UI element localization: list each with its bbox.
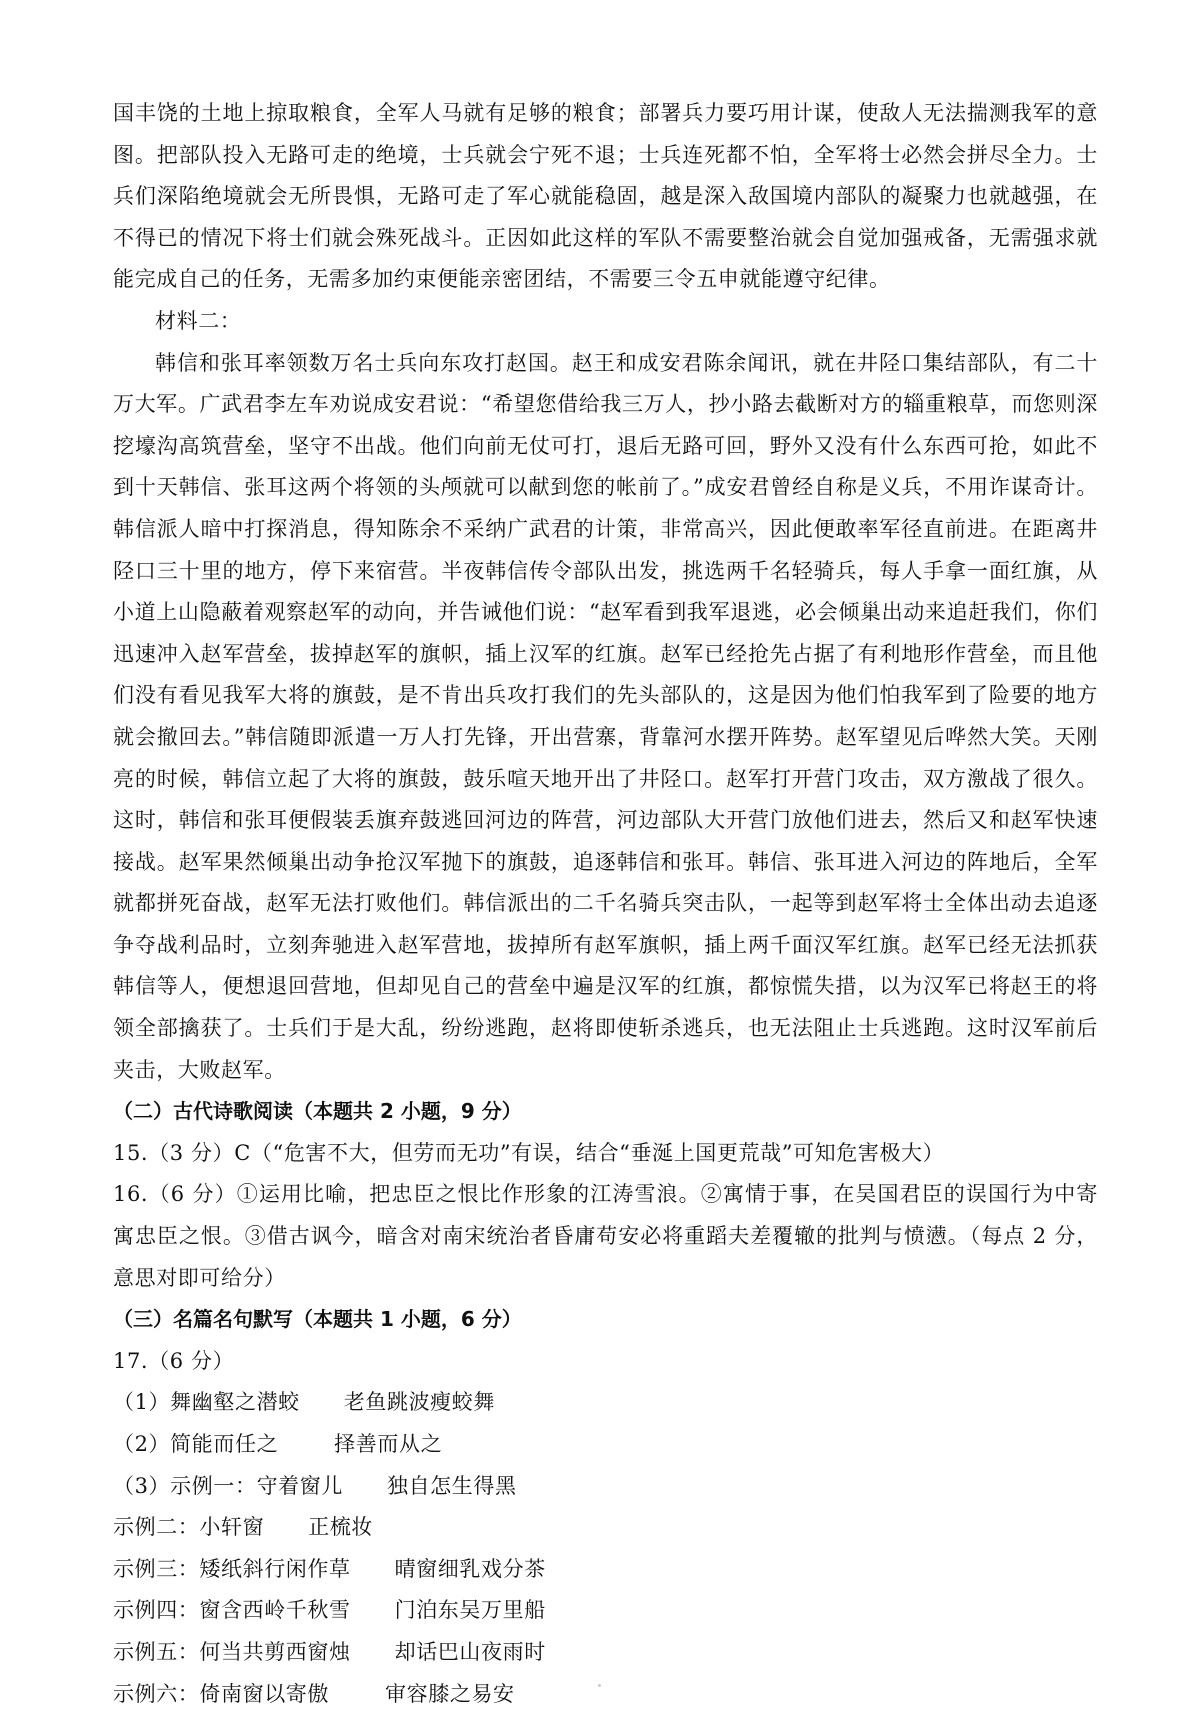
answer-second-half: 独自怎生得黑 [386, 1473, 517, 1498]
example-first-half: 何当共剪西窗烛 [199, 1639, 351, 1664]
example-first-half: 小轩窗 [199, 1515, 265, 1540]
section3-heading: （三）名篇名句默写（本题共 1 小题，6 分） [113, 1307, 522, 1332]
example-line [113, 1507, 1098, 1549]
example-line [113, 1549, 1098, 1591]
answer-label: （1） [113, 1390, 171, 1415]
answer-second-half: 老鱼跳波瘦蛟舞 [343, 1390, 495, 1415]
answer-line [113, 1382, 1098, 1424]
example-line [113, 1632, 1098, 1674]
material2-label: 材料二： [155, 308, 242, 333]
page-footer-mark [598, 1684, 601, 1687]
example-second-half: 门泊东吴万里船 [394, 1598, 546, 1623]
example-label: 示例五： [113, 1639, 200, 1664]
example-second-half: 审容膝之易安 [385, 1681, 515, 1706]
answer-line [113, 1466, 1098, 1508]
answer-label: （2） [113, 1432, 171, 1456]
material2-text: 韩信和张耳率领数万名士兵向东攻打赵国。赵王和成安君陈余闻讯，就在井陉口集结部队，有二十万大军。广武君李左车劝说成安君说：“希望您借给我三万人，抄小路去截断对方的辎重粮草，而您则深挖壕沟高筑营垒，坚守不出战。他们向前无仗可打，退后无路可回，野外又没有什么东西可抢，如此不到十天韩信、张耳这两个将领的头颅就可以献到您的帐前了。”成安君曾经自称是义兵，不用诈谋奇计。韩信派人暗中打探消息，得知陈余不采纳广武君的计策，非常高兴，因此便敢率军径直前进。在距离井陉口三十里的地方，停下来宿营。半夜韩信传令部队出发，挑选两千名轻骑兵，每人手拿一面红旗，从小道上山隐蔽着观察赵军的动向，并告诫他们说：“赵军看到我军退逃，必会倾巢出动来追赶我们，你们迅速冲入赵军营垒，拔掉赵军的旗帜，插上汉军的红旗。赵军已经抢先占据了有利地形作营垒，而且他们没有看见我军大将的旗鼓，是不肯出兵攻打我们的先头部队的，这是因为他们怕我军到了险要的地方就会撤回去。”韩信随即派遣一万人打先锋，开出营寨，背靠河水摆开阵势。赵军望见后哗然大笑。天刚亮的时候，韩信立起了大将的旗鼓，鼓乐喧天地开出了井陉口。赵军打开营门攻击，双方激战了很久。这时，韩信和张耳便假装丢旗弃鼓逃回河边的阵营，河边部队大开营门放他们进去，然后又和赵军快速接战。赵军果然倾巢出动争抢汉军抛下的旗鼓，追逐韩信和张耳。韩信、张耳进入河边的阵地后，全军就都拼死奋战，赵军无法打败他们。韩信派出的二千名骑兵突击队，一起等到赵军将士全体出动去追逐争夺战利品时，立刻奔驰进入赵军营地，拔掉所有赵军旗帜，插上两千面汉军红旗。赵军已经无法抓获韩信等人，便想退回营地，但却见自己的营垒中遍是汉军的红旗，都惊慌失措，以为汉军已将赵王的将领全部擒获了。士兵们于是大乱，纷纷逃跑，赵将即使斩杀逃兵，也无法阻止士兵逃跑。这时汉军前后夹击，大败赵军。 [113, 350, 1098, 1082]
example-second-half: 正梳妆 [308, 1515, 374, 1540]
question-15-answer: 15.（3 分）C（“危害不大，但劳而无功”有误，结合“垂涎上国更荒哉”可知危害极大） [113, 1140, 945, 1165]
example-line [113, 1674, 1098, 1715]
example-second-half: 却话巴山夜雨时 [394, 1639, 546, 1664]
example-first-half: 窗含西岭千秋雪 [199, 1598, 351, 1623]
question-17-header: 17.（6 分） [113, 1348, 235, 1373]
example-label: 示例二： [113, 1515, 200, 1540]
example-line [113, 1590, 1098, 1632]
passage-continuation: 国丰饶的土地上掠取粮食，全军人马就有足够的粮食；部署兵力要巧用计谋，使敌人无法揣测我军的意图。把部队投入无路可走的绝境，士兵就会宁死不退；士兵连死都不怕，全军将士必然会拼尽全力。士兵们深陷绝境就会无所畏惧，无路可走了军心就能稳固，越是深入敌国境内部队的凝聚力也就越强，在不得已的情况下将士们就会殊死战斗。正因如此这样的军队不需要整治就会自觉加强戒备，无需强求就能完成自己的任务，无需多加约束便能亲密团结，不需要三令五申就能遵守纪律。 [113, 101, 1098, 292]
answer-line [113, 1424, 1098, 1466]
example-first-half: 倚南窗以寄傲 [199, 1681, 330, 1706]
example-label: 示例六： [113, 1681, 200, 1706]
answer-first-half: 舞幽壑之潜蛟 [170, 1390, 300, 1415]
answer-first-half: 简能而任之 [170, 1432, 279, 1456]
example-label: 示例四： [113, 1598, 200, 1623]
section2-heading: （二）古代诗歌阅读（本题共 2 小题，9 分） [113, 1099, 522, 1124]
question-16-answer: 16.（6 分）①运用比喻，把忠臣之恨比作形象的江涛雪浪。②寓情于事，在吴国君臣的误国行为中寄寓忠臣之恨。③借古讽今，暗含对南宋统治者昏庸苟安必将重蹈夫差覆辙的批判与愤懑。（每点 2 分，意思对即可给分） [113, 1182, 1098, 1290]
answer-label: （3）示例一： [113, 1473, 257, 1498]
example-first-half: 矮纸斜行闲作草 [199, 1556, 351, 1581]
answer-first-half: 守着窗儿 [256, 1473, 343, 1498]
page-content [113, 93, 1098, 1715]
example-label: 示例三： [113, 1556, 200, 1581]
answer-second-half: 择善而从之 [334, 1432, 443, 1456]
example-second-half: 晴窗细乳戏分茶 [394, 1556, 546, 1581]
